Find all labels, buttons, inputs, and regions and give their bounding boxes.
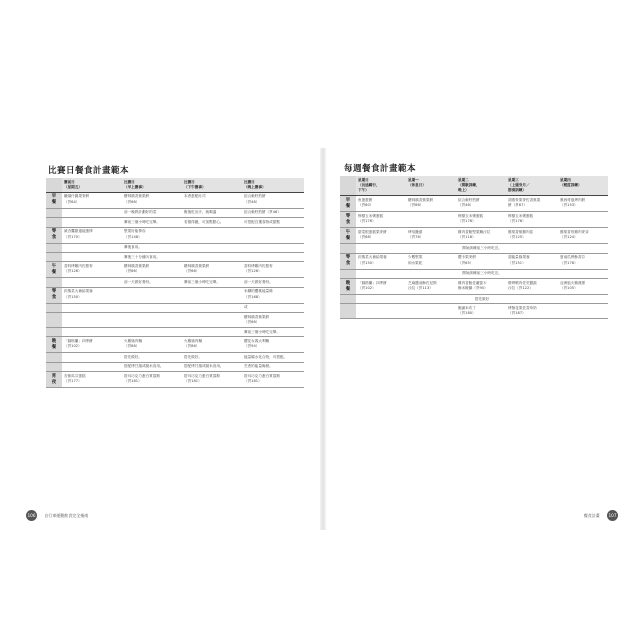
meal-label-cell (340, 295, 356, 304)
spine-gutter (320, 148, 326, 530)
table-cell (62, 218, 122, 227)
header-cell-thursday: 星期四 （輕度訓練） (558, 176, 608, 196)
table-cell: 糖林胰香蕉果餅 （頁66） (182, 262, 242, 278)
right-footer (584, 510, 618, 521)
table-cell: 前一天做好餐份。 (242, 278, 304, 287)
table-row (340, 304, 608, 319)
table-cell: 「蘇格蘭」四季餅 （頁102） (356, 279, 406, 295)
meal-label-cell (46, 313, 62, 328)
table-row (46, 337, 304, 353)
table-cell: 搭配烤甘藷或糙米食用。 (182, 362, 242, 371)
spanning-note-cell: 開始訓練前三小時吃完。 (356, 269, 608, 278)
table-cell: 能量碳水化合物，可搭配。 (242, 353, 304, 362)
table-cell: 綜合穀籽煎餅 （頁46） (456, 196, 506, 212)
running-title: 自行車運動飲食完全指南 (44, 512, 89, 518)
meal-label-cell (46, 243, 62, 252)
meal-label-cell: 晚 餐 (340, 279, 356, 295)
table-cell (182, 303, 242, 312)
table-cell: 搭耳巧克力蛋白質慕斯 （頁181） (182, 372, 242, 388)
meal-label-cell (46, 303, 62, 312)
table-cell (182, 253, 242, 262)
left-footer (26, 510, 88, 521)
table-cell (242, 243, 304, 252)
meal-label-cell (46, 353, 62, 362)
table-cell: 亞洲風火雞漢堡 （頁105） (558, 279, 608, 295)
table-cell: 檸檬玉米粥蛋糕 （頁176） (456, 212, 506, 228)
table-row (46, 313, 304, 328)
header-cell-evening-race: 比賽日 （晚上賽事） (242, 178, 304, 192)
table-cell: 罐頭什錦果麥餅 （頁64） (62, 192, 122, 208)
table-cell (122, 303, 182, 312)
table-row (46, 303, 304, 312)
table-cell: 烤培鹽鴿 （頁76） (406, 228, 456, 244)
meal-label-cell (46, 208, 62, 217)
table-row (46, 262, 304, 278)
table-row (46, 253, 304, 262)
left-page-title: 比賽日餐食計畫範本 (48, 166, 130, 176)
table-row (340, 295, 608, 304)
header-cell-monday: 星期一 （休息日） (406, 176, 456, 196)
right-page (328, 148, 624, 530)
meal-label-cell: 零 食 (46, 287, 62, 303)
running-title: 餐食計畫 (583, 512, 600, 518)
table-cell: 釘酸菜大補給果蓉 （頁150） (62, 287, 122, 303)
meal-label-cell: 零 食 (340, 212, 356, 228)
table-row (46, 208, 304, 217)
table-cell (406, 212, 456, 228)
table-cell (62, 208, 122, 217)
table-cell: 檸檬玉米粥蛋糕 （頁176） (506, 212, 558, 228)
table-header-row (46, 178, 304, 192)
table-cell: 杏蕉馬芬蛋糕 （頁177） (62, 372, 122, 388)
meal-label-cell (46, 253, 62, 262)
table-cell: 超能量綠果蓉 （頁151） (506, 253, 558, 269)
meal-label-cell: 早 餐 (340, 196, 356, 212)
table-cell: 搭耳巧克力蛋白質慕斯 （頁181） (122, 372, 182, 388)
meal-label-cell: 早 餐 (46, 192, 62, 208)
table-cell: 賽後食用。 (122, 243, 182, 252)
meal-label-cell: 晚 餐 (46, 337, 62, 353)
right-page-title: 每週餐食計畫範本 (344, 164, 417, 174)
table-cell: 賽前三個小時吃完畢。 (122, 218, 182, 227)
meal-label-cell (46, 328, 62, 337)
table-cell: 雞肉香脆佐蘿蔔卡 酥米飯鍋（頁90） (456, 279, 506, 295)
table-cell (62, 313, 122, 328)
table-cell (558, 304, 608, 319)
table-cell (182, 287, 242, 303)
table-cell: 火雞豬肉麵 （頁86） (182, 337, 242, 353)
page-number: 106 (26, 510, 37, 521)
table-cell: 搭先做好。 (182, 353, 242, 362)
table-row (340, 253, 608, 269)
table-cell: 可搭配自選食物或甜點 (242, 218, 304, 227)
table-cell (182, 227, 242, 243)
table-row (46, 328, 304, 337)
table-cell: 魚蛋蛋餅 （頁60） (356, 196, 406, 212)
table-cell: 香料烤雞肉佐藜麥 （頁126） (62, 262, 122, 278)
header-cell-blank (340, 176, 356, 196)
table-cell (62, 353, 122, 362)
table-cell: 或 (242, 303, 304, 312)
table-cell: 米糊的櫻桃能量條 （頁168） (242, 287, 304, 303)
table-cell: 前一天做好餐份。 (122, 278, 182, 287)
table-cell (62, 243, 122, 252)
table-cell: 賽前三個小時吃完畢。 (242, 328, 304, 337)
table-row (46, 192, 304, 208)
table-cell: 前一晚將計劃好的菜 (122, 208, 182, 217)
table-row (46, 372, 304, 388)
table-cell: 芝麻醬油酥佐尼斯 沙拉（頁113） (406, 279, 456, 295)
table-cell: 綜合穀籽煎餅（頁46） (242, 208, 304, 217)
table-cell: 「蘇格蘭」四季餅 （頁102） (62, 337, 122, 353)
table-cell: 本煮蛋配吐司 (182, 192, 242, 208)
table-cell: 糖林胰香蕉果餅 （頁66） (122, 192, 182, 208)
table-row (340, 196, 608, 212)
meal-label-cell: 零 食 (46, 227, 62, 243)
table-row (46, 353, 304, 362)
meal-label-cell: 零 食 (340, 253, 356, 269)
meal-label-cell: 午 餐 (340, 228, 356, 244)
table-cell (356, 304, 406, 319)
table-cell: 燉烤鴨肉佐荒醬蔬 沙拉（頁122） (506, 279, 558, 295)
table-cell: 烤無花果佐香草奶 （頁187） (506, 304, 558, 319)
table-row (46, 278, 304, 287)
header-cell-afternoon-race: 比賽日 （下午賽事） (182, 178, 242, 192)
table-cell: 釘酸菜大補給果蓉 （頁150） (356, 253, 406, 269)
table-cell (242, 253, 304, 262)
table-cell: 飯後吃出汗，就喝溫 (182, 208, 242, 217)
table-cell: 夏南瓜烤酥香芬 （頁178） (558, 253, 608, 269)
table-cell: 甜菜根蛋糕果麥餅 （頁68） (356, 228, 406, 244)
table-cell (182, 328, 242, 337)
header-cell-pre-race: 賽前日 （星期五） (62, 178, 122, 192)
meal-label-cell (46, 362, 62, 371)
table-cell (122, 287, 182, 303)
table-cell: 墨西哥風烤肉餅 （頁153） (558, 196, 608, 212)
table-cell: 胡燕麥果麥佐香蕉果 餅（頁67） (506, 196, 558, 212)
table-cell: 香料烤雞肉佐藜麥 （頁126） (242, 262, 304, 278)
table-cell: 賽前三個小時吃完畢。 (182, 278, 242, 287)
meal-label-cell: 宵 夜 (46, 372, 62, 388)
table-cell: 少數堅果 和水果乾 (406, 253, 456, 269)
table-cell (62, 328, 122, 337)
table-cell (242, 227, 304, 243)
table-row (340, 228, 608, 244)
table-cell (62, 253, 122, 262)
table-row (340, 279, 608, 295)
table-row (46, 362, 304, 371)
meal-label-cell (340, 269, 356, 278)
table-cell: 糖林胰香蕉果餅 （頁66） (242, 313, 304, 328)
table-row (46, 243, 304, 252)
spanning-note-cell: 搭先做好 (356, 295, 608, 304)
table-header-row (340, 176, 608, 196)
table-cell (62, 303, 122, 312)
table-cell: 酪梨香骨雞肉麥芽 （頁124） (558, 228, 608, 244)
meal-label-cell: 午 餐 (46, 262, 62, 278)
table-cell (182, 243, 242, 252)
table-row (46, 218, 304, 227)
table-cell: 糖林胰香蕉果餅 （頁66） (406, 196, 456, 212)
header-cell-wednesday: 星期三 （上週身月／ 節奏訓練） (506, 176, 558, 196)
table-row (340, 269, 608, 278)
table-cell: 檸檬玉米粥蛋糕 （頁176） (356, 212, 406, 228)
table-cell (406, 304, 456, 319)
header-cell-morning-race: 比賽日 （早上賽事） (122, 178, 182, 192)
table-cell: 烹煮的能量晚餐。 (242, 362, 304, 371)
table-cell: 堅果好能棒吞 （頁148） (122, 227, 182, 243)
race-day-meal-table (46, 178, 304, 388)
table-cell (122, 313, 182, 328)
table-cell: 飽滿米布丁 （頁180） (456, 304, 506, 319)
table-cell: 賽後三十分鐘內食用。 (122, 253, 182, 262)
table-cell (182, 313, 242, 328)
table-cell: 若覺得餓，可加點點心。 (182, 218, 242, 227)
table-row (46, 227, 304, 243)
table-row (340, 244, 608, 253)
table-cell: 雞肉香脆堅果麵沙拉 （頁118） (456, 228, 506, 244)
table-cell: 搭配烤甘藷或糙米食用。 (122, 362, 182, 371)
table-row (46, 287, 304, 303)
table-cell (558, 212, 608, 228)
table-cell: 酪梨香蕉雞肉卷 （頁125） (506, 228, 558, 244)
table-cell: 糖林胰香蕉果餅 （頁66） (122, 262, 182, 278)
table-cell: 火雞豬肉麵 （頁86） (122, 337, 182, 353)
meal-label-cell (340, 244, 356, 253)
table-cell (62, 278, 122, 287)
weekly-meal-table (340, 176, 608, 319)
page-number: 107 (607, 510, 618, 521)
header-cell-sunday: 星期日 （長途騎行， 下午） (356, 176, 406, 196)
header-cell-tuesday: 星期二 （間歇訓練， 晚上） (456, 176, 506, 196)
table-cell: 櫻花女義大利麵 （頁94） (242, 337, 304, 353)
meal-label-cell (46, 218, 62, 227)
table-cell: 綜合穀籽煎餅 （頁46） (242, 192, 304, 208)
table-cell: 搭先做好。 (122, 353, 182, 362)
table-cell: 搭耳巧克力蛋白質慕斯 （頁181） (242, 372, 304, 388)
book-spread (18, 148, 624, 530)
meal-label-cell (340, 304, 356, 319)
table-cell (122, 328, 182, 337)
spanning-note-cell: 開始訓練前三小時吃完。 (356, 244, 608, 253)
table-cell: 櫻卡果麥餅 （頁65） (456, 253, 506, 269)
meal-label-cell (46, 278, 62, 287)
header-cell-blank (46, 178, 62, 192)
left-page (18, 148, 318, 530)
table-row (340, 212, 608, 228)
table-cell (62, 362, 122, 371)
table-cell: 威杏鷹類還能蛋棒 （頁170） (62, 227, 122, 243)
